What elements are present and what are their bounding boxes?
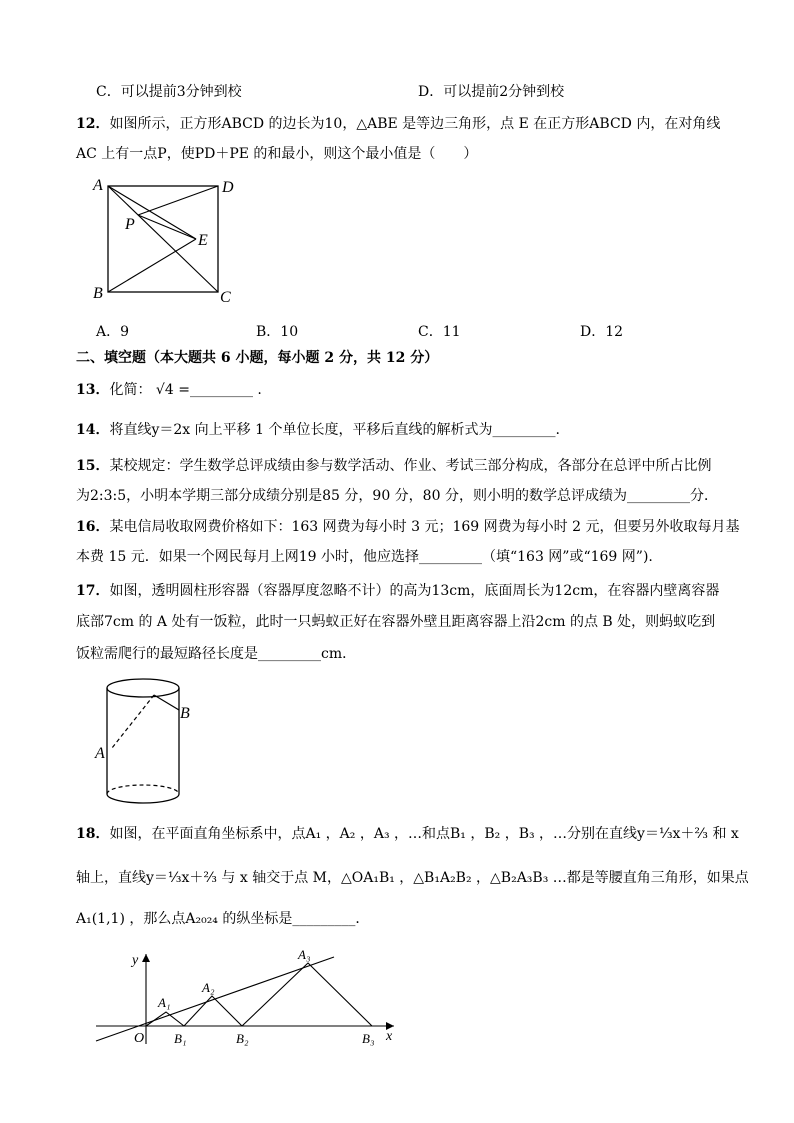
q15-line1 (76, 457, 711, 475)
cylinder-top (107, 679, 179, 697)
label-a2: A₂ (202, 980, 215, 995)
label-a: A (93, 177, 103, 194)
label-p: P (125, 216, 135, 233)
q12-number: 12． (76, 116, 110, 132)
q18-text-line1: 如图，在平面直角坐标系中，点A₁ ，A₂ ，A₃ ，…和点B₁ ，B₂ ，B₃ ，…分别在直线y＝⅓x＋⅔ 和 x (109, 826, 739, 842)
q18-line2: 轴上，直线y＝⅓x＋⅔ 与 x 轴交于点 M，△OA₁B₁ ，△B₁A₂B₂ ，△B₂A₃B₃ …都是等腰直角三角形，如果点 (76, 870, 749, 886)
q17-text-line1: 如图，透明圆柱形容器（容器厚度忽略不计）的高为13cm，底面周长为12cm，在容器内壁离容器 (109, 583, 720, 599)
q14-number: 14． (76, 422, 110, 438)
triangle-1 (146, 1012, 184, 1026)
triangle-3 (242, 963, 372, 1026)
q16-line1 (76, 518, 739, 536)
q18-line1 (76, 825, 739, 843)
q17-number: 17． (76, 583, 110, 599)
q12-option-b: B．10 (256, 324, 299, 340)
label-a3: A₃ (298, 947, 311, 962)
q18-number: 18． (76, 826, 110, 842)
q18-coordinate-figure (88, 944, 408, 1054)
q18-line3: A₁(1,1) ，那么点A₂₀₂₄ 的纵坐标是_________． (76, 911, 370, 927)
q17-line2: 底部7cm 的 A 处有一饭粒，此时一只蚂蚁正好在容器外壁且距离容器上沿2cm 的点 B 处，则蚂蚁吃到 (76, 614, 716, 630)
q17-line1 (76, 582, 719, 600)
segment-pe (138, 215, 196, 239)
label-a: A (95, 745, 105, 762)
q14-text: 将直线y＝2x 向上平移 1 个单位长度，平移后直线的解析式为_________. (109, 422, 560, 438)
q12-line2: AC 上有一点P，使PD＋PE 的和最小，则这个最小值是（ ） (76, 146, 478, 162)
q14 (76, 421, 560, 439)
q16-number: 16． (76, 519, 110, 535)
segment-ae (108, 186, 196, 239)
q16-text-line1: 某电信局收取网费价格如下：163 网费为每小时 3 元；169 网费为每小时 2 元，但要另外收取每月基 (109, 519, 740, 535)
q13-text: 化简： √4 =_________ . (109, 382, 262, 398)
cylinder-bottom-back (107, 785, 179, 794)
label-b1: B₁ (174, 1031, 187, 1046)
label-o: O (134, 1031, 145, 1046)
label-d: D (222, 179, 234, 196)
q17-line3: 饭粒需爬行的最短路径长度是_________cm． (76, 646, 357, 662)
triangle-2 (184, 996, 242, 1026)
label-b: B (93, 285, 103, 302)
label-e: E (198, 232, 208, 249)
segment-pd (138, 186, 218, 215)
q12-option-a: A．9 (96, 324, 130, 340)
cylinder-bottom-front (107, 794, 179, 803)
label-c: C (220, 289, 231, 306)
path-b-top (154, 695, 179, 710)
q12-text-line1: 如图所示，正方形ABCD 的边长为10，△ABE 是等边三角形，点 E 在正方形ABCD 内，在对角线 (109, 116, 721, 132)
label-y: y (132, 953, 139, 968)
q13 (76, 381, 262, 399)
label-b3: B₃ (362, 1031, 375, 1046)
q11-option-d: D．可以提前2分钟到校 (418, 84, 565, 100)
label-b2: B₂ (236, 1031, 249, 1046)
path-dashed (112, 695, 154, 748)
q16-line2: 本费 15 元．如果一个网民每月上网19 小时，他应选择_________（填“163 网”或“169 网”). (76, 549, 653, 565)
q12-line1 (76, 115, 720, 133)
q12-option-d: D．12 (580, 324, 624, 340)
q12-option-c: C．11 (418, 324, 461, 340)
label-b: B (180, 705, 190, 722)
q17-cylinder-figure (90, 672, 200, 812)
q11-option-c: C．可以提前3分钟到校 (96, 84, 242, 100)
segment-be (108, 239, 196, 292)
label-a1: A₁ (158, 995, 171, 1010)
label-x: x (386, 1029, 393, 1044)
q13-number: 13． (76, 382, 110, 398)
q12-square-figure (88, 170, 248, 310)
q15-number: 15． (76, 458, 110, 474)
q15-text-line1: 某校规定：学生数学总评成绩由参与数学活动、作业、考试三部分构成，各部分在总评中所占比例 (109, 458, 712, 474)
y-axis-arrow (142, 954, 150, 962)
section-fill-in-title: 二、填空题（本大题共 6 小题，每小题 2 分，共 12 分） (76, 350, 439, 366)
q15-line2: 为2:3:5，小明本学期三部分成绩分别是85 分，90 分，80 分，则小明的数学总评成绩为_________分． (76, 488, 718, 504)
